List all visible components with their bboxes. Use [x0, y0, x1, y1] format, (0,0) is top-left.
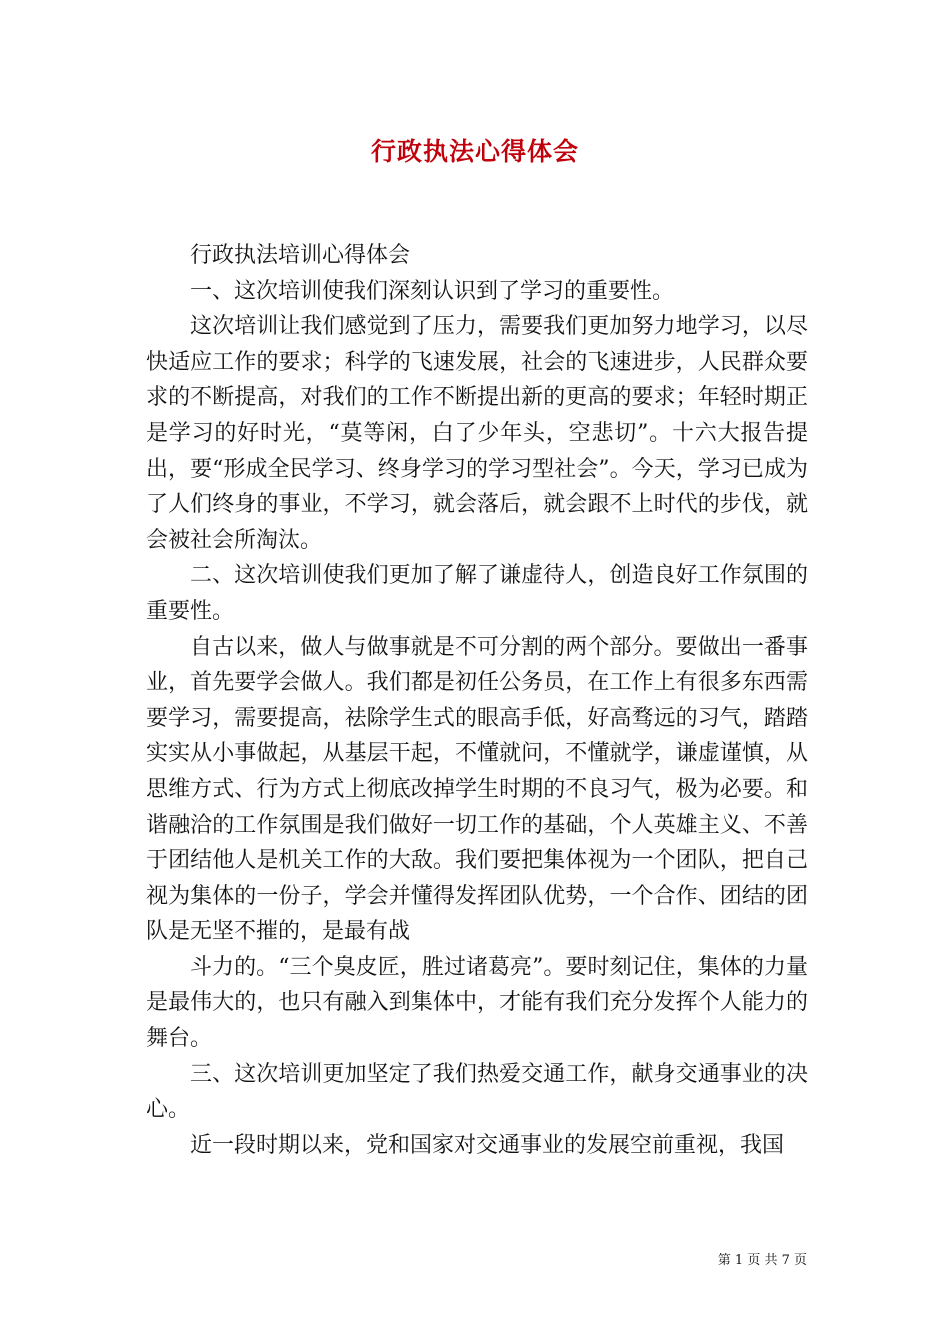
paragraph-point-two-continued: 斗力的。“三个臭皮匠，胜过诸葛亮”。要时刻记住，集体的力量是最伟大的，也只有融入到集体中，才能有我们充分发挥个人能力的舞台。	[146, 954, 808, 1052]
page-number-footer: 第 1 页 共 7 页	[717, 1253, 807, 1268]
paragraph-point-three-body: 近一段时期以来，党和国家对交通事业的发展空前重视，我国	[190, 1132, 785, 1158]
document-title: 行政执法心得体会	[370, 137, 579, 166]
paragraph-point-one-heading: 一、这次培训使我们深刻认识到了学习的重要性。	[190, 278, 675, 304]
paragraph-point-two-body: 自古以来，做人与做事就是不可分割的两个部分。要做出一番事业，首先要学会做人。我们都是初任公务员，在工作上有很多东西需要学习，需要提高，祛除学生式的眼高手低，好高骛远的习气，踏踏实实从小事做起，从基层干起，不懂就问，不懂就学，谦虚谨慎，从思维方式、行为方式上彻底改掉学生时期的不良习气，极为必要。和谐融洽的工作氛围是我们做好一切工作的基础，个人英雄主义、不善于团结他人是机关工作的大敌。我们要把集体视为一个团队，把自己视为集体的一份子，学会并懂得发挥团队优势，一个合作、团结的团队是无坚不摧的，是最有战	[146, 634, 808, 945]
paragraph-point-three-heading: 三、这次培训更加坚定了我们热爱交通工作，献身交通事业的决心。	[146, 1061, 808, 1123]
paragraph-point-one-body: 这次培训让我们感觉到了压力，需要我们更加努力地学习，以尽快适应工作的要求；科学的飞速发展，社会的飞速进步，人民群众要求的不断提高，对我们的工作不断提出新的更高的要求；年轻时期正是学习的好时光，“莫等闲，白了少年头，空悲切”。十六大报告提出，要“形成全民学习、终身学习的学习型社会”。今天，学习已成为了人们终身的事业，不学习，就会落后，就会跟不上时代的步伐，就会被社会所淘汰。	[146, 314, 808, 553]
paragraph-point-two-heading: 二、这次培训使我们更加了解了谦虚待人，创造良好工作氛围的重要性。	[146, 563, 808, 624]
paragraph-subtitle: 行政执法培训心得体会	[190, 243, 411, 268]
document-body	[146, 238, 808, 1163]
